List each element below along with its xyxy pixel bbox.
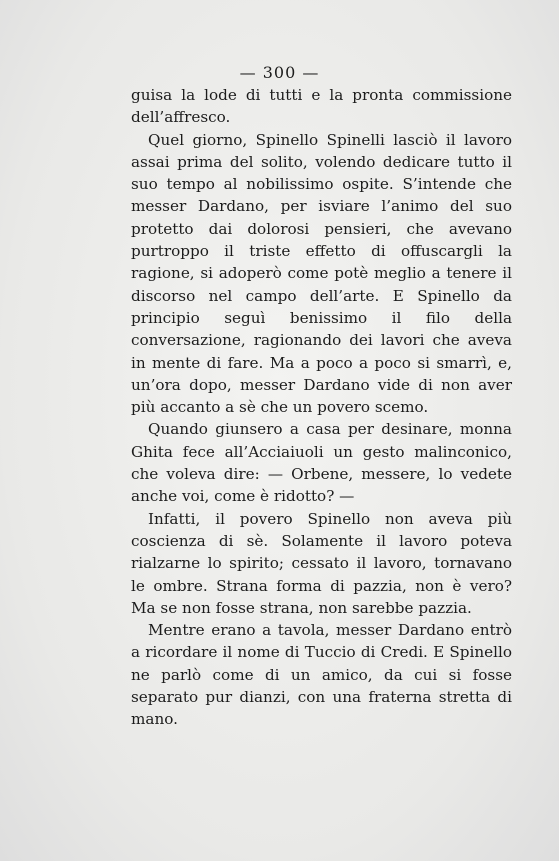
paragraph-1: guisa la lode di tutti e la pronta commissione dell’affresco. [131,86,512,127]
paragraph-5: Mentre erano a tavola, messer Dardano entrò a ricordare il nome di Tuccio di Credi. E Spinello ne parlò come di un amico, da cui si fosse separato pur dianzi, con una fraterna stretta di mano. [131,621,512,729]
page-number: — 300 — [239,63,320,82]
paragraph-2: Quel giorno, Spinello Spinelli lasciò il lavoro assai prima del solito, volendo dedicare tutto il suo tempo al nobilissimo ospite. S’intende che messer Dardano, per isviare l’animo del suo protetto dai dolorosi pensieri, che avevano purtroppo il triste effetto di offuscargli la ragione, si adoperò come potè meglio a tenere il discorso nel campo dell’arte. E Spinello da principio seguì benissimo il filo della conversazione, ragionando dei lavori che aveva in mente di fare. Ma a poco a poco si smarrì, e, un’ora dopo, messer Dardano vide di non aver più accanto a sè che un povero scemo. [131,130,512,417]
paragraph-4: Infatti, il povero Spinello non aveva più coscienza di sè. Solamente il lavoro poteva rialzarne lo spirito; cessato il lavoro, tornavano le ombre. Strana forma di pazzia, non è vero? Ma se non fosse strana, non sarebbe pazzia. [131,509,512,617]
paragraph-3: Quando giunsero a casa per desinare, monna Ghita fece all’Acciaiuoli un gesto malinconico, che voleva dire: — Orbene, messere, lo vedete anche voi, come è ridotto? — [131,420,512,506]
body-text [131,84,512,731]
